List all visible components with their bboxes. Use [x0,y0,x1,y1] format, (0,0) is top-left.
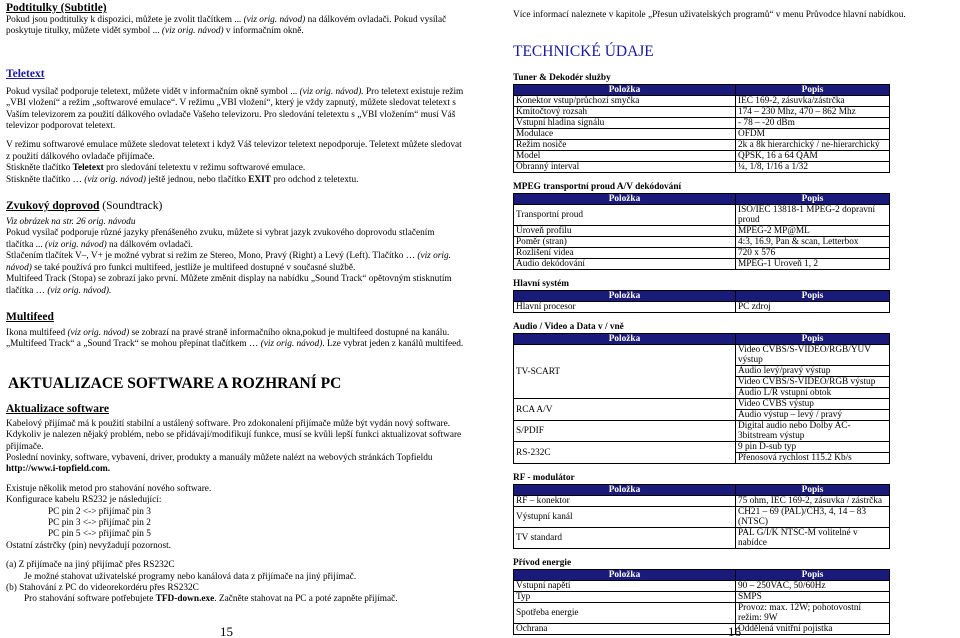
audio-paragraph-1 [6,217,464,228]
text-run: Poslední novinky, software, vybavení, driver, produkty a manuály můžete nalézt na webových stránkách Topfieldu [6,452,433,463]
spec-table-row [514,592,890,603]
text-run: pro odchod z teletextu. [270,174,359,185]
multifeed-paragraph [6,328,464,351]
spec-item: Výstupní kanál [514,507,736,528]
text-run: se zobrazí na pravé straně informačního okna,pokud je multifeed dostupné na kanálu. „Multifeed Track“ a „Sound Track“ se mohou přepínat tlačítkem … [6,327,450,350]
spec-desc: ¼, 1/8, 1/16 a 1/32 [736,162,890,173]
spec-table-row [514,205,890,226]
spec-item: Kmitočtový rozsah [514,107,736,118]
spec-table-header [514,85,890,96]
spec-desc: Video CVBS/S-VIDEO/RGB výstup [736,377,890,388]
spec-table-title: Hlavní systém [513,279,570,290]
spec-table-row [514,624,890,635]
header-item: Položka [514,570,736,581]
header-desc: Popis [736,85,890,96]
right-intro: Více informací naleznete v kapitole „Přesun uživatelských programů“ v menu Průvodce hlavní nabídkou. [513,10,906,20]
update-heading: AKTUALIZACE SOFTWARE A ROZHRANÍ PC [8,374,342,392]
spec-table-row [514,581,890,592]
spec-table-row [514,507,890,528]
text-run: (viz orig. návod) [67,327,130,338]
subtitle-text [6,15,464,38]
list-item-b-detail [6,594,464,605]
spec-desc: ISO/IEC 13818-1 MPEG-2 dopravní proud [736,205,890,226]
spec-desc: Přenosová rychlost 115.2 Kb/s [736,453,890,464]
text-run: (viz orig. návod) [84,174,146,185]
spec-desc: 174 – 230 Mhz, 470 – 862 Mhz [736,107,890,118]
spec-desc: Video CVBS/S-VIDEO/RGB/YUV výstup [736,345,890,366]
text-run: . Začněte stahovat na PC a poté zapněte přijímač. [214,594,398,605]
text-run: TFD-down.exe [155,594,215,605]
spec-table-row [514,107,890,118]
spec-item: Hlavní procesor [514,302,736,313]
spec-desc: PAL G/I/K NTSC-M volitelné v nabídce [736,528,890,549]
spec-desc: OFDM [736,129,890,140]
spec-item: Konektor vstup/průchozí smyčka [514,96,736,107]
spec-table-row [514,259,890,270]
text-run: (viz orig. návod) [260,339,323,350]
spec-table-header [514,485,890,496]
software-paragraph-1 [6,419,464,453]
spec-desc: Digital audio nebo Dolby AC-3bitstream výstup [736,421,890,442]
spec-desc: SMPS [736,592,890,603]
spec-table-row [514,248,890,259]
spec-desc: Audio levý/pravý výstup [736,366,890,377]
subtitle-heading: Podtitulky (Subtitle) [6,2,107,14]
text-run: Pro stahování software potřebujete [24,594,156,605]
text-run: se také používá pro funkci multifeed, jestliže je multifeed dostupné v současné službě. [31,262,356,273]
text-run: Ikona multifeed [6,327,68,338]
spec-table-row [514,442,890,453]
text-run: Stiskněte tlačítko [6,163,73,174]
header-desc: Popis [736,291,890,302]
spec-table-row [514,399,890,410]
spec-table-header [514,334,890,345]
spec-item: RS-232C [514,442,736,464]
spec-desc: 2k a 8k hierarchický / ne-hierarchický [736,140,890,151]
text-run: Multifeed Track (Stopa) se zobrazí jako první. Můžete změnit display na nabídku „Sound Track“ opětovným stisknutím tlačítka … [6,274,452,296]
software-heading: Aktualizace software [6,402,109,415]
teletext-paragraph-3 [6,163,464,174]
spec-table-row [514,151,890,162]
spec-table-row [514,129,890,140]
spec-item: S/PDIF [514,421,736,442]
spec-desc: CH21 – 69 (PAL)/CH3, 4, 14 – 83 (NTSC) [736,507,890,528]
spec-desc: MPEG-2 MP@ML [736,226,890,237]
methods-intro: Existuje několik metod pro stahování nového software. [6,483,212,494]
spec-table-row [514,118,890,129]
header-item: Položka [514,85,736,96]
pin-line-3: PC pin 5 <-> přijímač pin 5 [48,529,151,540]
text-run: ještě jednou, nebo tlačítko [145,174,249,185]
spec-item: TV-SCART [514,345,736,399]
spec-table-row [514,528,890,549]
spec-desc: MPEG-1 Úroveň 1, 2 [736,259,890,270]
header-desc: Popis [736,485,890,496]
spec-table-row [514,226,890,237]
spec-desc: Oddělená vnitřní pojistka [736,624,890,635]
pin-line-1: PC pin 2 <-> přijímač pin 3 [48,506,151,517]
teletext-paragraph-2 [6,140,464,163]
spec-item: Typ [514,592,736,603]
header-item: Položka [514,194,736,205]
spec-table [513,333,890,464]
spec-desc: 4:3, 16.9, Pan & scan, Letterbox [736,237,890,248]
audio-heading [6,200,464,213]
pin-line-2: PC pin 3 <-> přijímač pin 2 [48,517,151,528]
page-number-right: 16 [728,624,741,638]
text-run: Kabelový přijímač má k použití stabilní a ustálený software. Pro zdokonalení přijímače může být vydán nový software. Kdykoliv je nalezen nějaký problém, nebo se přidávají/modifikují funkce, musí se kvůli lepší funkci aktualizovat software přijímače. [6,418,462,452]
text-run: (viz orig. návod) [44,239,107,250]
spec-table-row [514,603,890,624]
text-run: Pokud jsou podtitulky k dispozici, můžete je zvolit tlačítkem ... [6,15,244,25]
multifeed-heading: Multifeed [6,310,54,323]
text-run: Teletext [72,163,104,174]
text-run: na dálkovém ovladači. [106,239,193,250]
text-run: http://www.i-topfield.com. [6,464,111,475]
text-run: Pro teletext existuje režim „VBI vložení“ a režim „softwarové emulace“. V režimu „VBI vložení“, který je vždy zapnutý, můžete sledovat teletext s Vaším televizorem za použití dálkového ovladače Vašeho televizoru. Pro sledování teletextu s „VBI vložením“ musí Váš televizor podporovat teletext. [6,86,464,132]
spec-desc: Video CVBS výstup [736,399,890,410]
spec-item: Spotřeba energie [514,603,736,624]
spec-item: Režim nosiče [514,140,736,151]
spec-table-row [514,140,890,151]
spec-desc: 720 x 576 [736,248,890,259]
cable-config: Konfigurace kabelu RS232 je následující: [6,495,162,506]
list-item-a: (a) Z přijímače na jiný přijímač přes RS232C [6,560,175,571]
audio-heading-paren: (Soundtrack) [99,200,163,213]
spec-table-row [514,96,890,107]
spec-table [513,193,890,270]
teletext-paragraph-4 [6,175,464,186]
text-run: . Lze vybrat jeden z kanálů multifeed. [322,339,464,350]
tech-specs-heading: TECHNICKÉ ÚDAJE [513,43,654,61]
header-desc: Popis [736,194,890,205]
spec-item: Úroveň profilu [514,226,736,237]
spec-table-title: Tuner & Dekodér služby [513,73,611,84]
spec-desc: 9 pin D-sub typ [736,442,890,453]
spec-item: Rozlišení videa [514,248,736,259]
audio-paragraph-4 [6,274,464,297]
text-run: Stiskněte tlačítko … [6,174,85,185]
software-paragraph-2 [6,453,464,476]
spec-desc: Audio výstup – levý / pravý [736,410,890,421]
spec-table [513,484,890,549]
text-run: v informačním okně. [223,26,304,37]
list-item-a-detail: Je možné stahovat uživatelské programy nebo kanálová data z přijímače na jiný přijímač. [24,571,357,582]
spec-item: Poměr (stran) [514,237,736,248]
spec-tables [513,73,953,635]
spec-table-row [514,345,890,366]
spec-item: Audio dekódování [514,259,736,270]
text-run: EXIT [248,174,271,185]
header-item: Položka [514,291,736,302]
text-run: (viz orig. návod). [47,285,112,296]
header-desc: Popis [736,570,890,581]
spec-table [513,84,890,173]
text-run: (viz orig. návod) [243,15,306,25]
header-item: Položka [514,485,736,496]
header-item: Položka [514,334,736,345]
spec-desc: IEC 169-2, zásuvka/zástrčka [736,96,890,107]
spec-desc: - 78 – -20 dBm [736,118,890,129]
teletext-paragraph-1 [6,87,464,133]
spec-table [513,290,890,313]
spec-table-row [514,237,890,248]
teletext-heading: Teletext [6,67,45,80]
header-desc: Popis [736,334,890,345]
pins-rest: Ostatní zástrčky (pin) nevyžadují pozornost. [6,540,171,551]
spec-item: TV standard [514,528,736,549]
spec-table [513,569,890,635]
text-run: (viz orig. návod). [299,86,364,97]
spec-item: Model [514,151,736,162]
left-page [6,0,464,638]
text-run: Stlačením tlačítek V–, V+ je možné vybrat si režim ze Stereo, Mono, Pravý (Right) a Levý (Left). Tlačítko … [6,251,418,262]
text-run: (viz orig. návod) [6,251,451,273]
spec-table-title: MPEG transportní proud A/V dekódování [513,182,682,193]
spec-table-row [514,421,890,442]
spec-desc: 75 ohm, IEC 169-2, zásuvka / zástrčka [736,496,890,507]
list-item-b: (b) Stahování z PC do videorekordéru přes RS232C [6,583,199,593]
spec-item: Vstupní hladina signálu [514,118,736,129]
spec-table-title: RF - modulátor [513,473,575,484]
spec-item: RF – konektor [514,496,736,507]
spec-item: Modulace [514,129,736,140]
spec-item: RCA A/V [514,399,736,421]
text-run: (viz orig. návod) [161,26,224,37]
text-run: Viz obrázek na str. 26 orig. návodu [6,217,136,228]
spec-table-row [514,302,890,313]
spec-desc: QPSK, 16 a 64 QAM [736,151,890,162]
spec-item: Vstupní napětí [514,581,736,592]
text-run: Pokud vysílač podporuje různé jazyky přenášeného zvuku, můžete si vybrat jazyk zvukového doprovodu stlačením tlačítka ... [6,228,435,250]
spec-desc: 90 – 250VAC, 50/60Hz [736,581,890,592]
spec-desc: PC zdroj [736,302,890,313]
text-run: na dálkovém ovladači. Pokud vysílač poskytuje titulky, můžete vidět symbol ... [6,15,447,37]
spec-desc: Provoz: max. 12W; pohotovostní režim: 9W [736,603,890,624]
text-run: V režimu softwarové emulace můžete sledovat teletext i když Váš televizor teletext nepodporuje. Teletext můžete sledovat z použití dálkového ovladače přijímače. [6,140,462,162]
spec-desc: Audio L/R vstupní obtok [736,388,890,399]
spec-table-row [514,162,890,173]
audio-paragraph-2 [6,228,464,251]
spec-item: Transportní proud [514,205,736,226]
spec-item: Obranný interval [514,162,736,173]
spec-item: Ochrana [514,624,736,635]
spec-table-title: Audio / Video a Data v / vně [513,322,624,333]
audio-paragraph-3 [6,251,464,274]
spec-table-title: Přívod energie [513,558,572,569]
spec-table-header [514,570,890,581]
text-run: Pokud vysílač podporuje teletext, můžete vidět v informačním okně symbol ... [6,86,300,97]
text-run: pro sledování teletextu v režimu softwarové emulace. [103,163,306,174]
spec-table-row [514,496,890,507]
page-number-left: 15 [220,624,233,638]
spec-table-header [514,194,890,205]
audio-heading-main: Zvukový doprovod [6,200,100,213]
right-page [513,0,953,638]
spec-table-header [514,291,890,302]
